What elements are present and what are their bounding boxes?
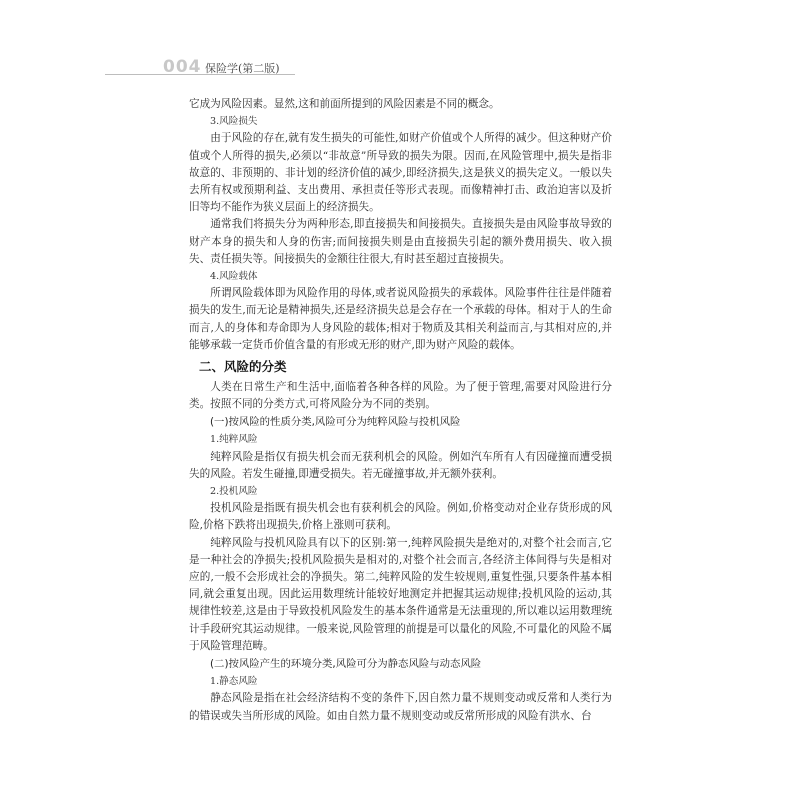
page-header xyxy=(105,57,695,79)
paragraph: 通常我们将损失分为两种形态,即直接损失和间接损失。直接损失是由风险事故导致的财产本身的损失和人身的伤害;而间接损失则是由直接损失引起的额外费用损失、收入损失、责任损失等。间接损失的金额往往很大,有时甚至超过直接损失。 xyxy=(189,218,612,265)
paragraph: 静态风险是指在社会经济结构不变的条件下,因自然力量不规则变动或反常和人类行为的错误或失当所形成的风险。如由自然力量不规则变动或反常所形成的风险有洪水、台 xyxy=(189,692,612,722)
paragraph: 人类在日常生产和生活中,面临着各种各样的风险。为了便于管理,需要对风险进行分类。按照不同的分类方式,可将风险分为不同的类别。 xyxy=(189,381,612,411)
paragraph: 由于风险的存在,就有发生损失的可能性,如财产价值或个人所得的减少。但这种财产价值或个人所得的损失,必须以“非故意”所导致的损失为限。因而,在风险管理中,损失是指非故意的、非预期的、非计划的经济价值的减少,即经济损失,这是狭义的损失定义。一般以失去所有权或预期利益、支出费用、承担责任等形式表现。而像精神打击、政治迫害以及折旧等均不能作为狭义层面上的经济损失。 xyxy=(189,132,612,214)
section-heading: 二、风险的分类 xyxy=(199,359,287,375)
item-heading: 3.风险损失 xyxy=(210,116,258,128)
subsection-heading: (一)按风险的性质分类,风险可分为纯粹风险与投机风险 xyxy=(210,416,461,429)
paragraph: 所谓风险载体即为风险作用的母体,或者说风险损失的承载体。风险事件往往是伴随着损失的发生,而无论是精神损失,还是经济损失总是会存在一个承载的母体。相对于人的生命而言,人的身体和寿命即为人身风险的载体;相对于物质及其相关利益而言,与其相对应的,并能够承载一定货币价值含量的有形或无形的财产,即为财产风险的载体。 xyxy=(189,287,612,351)
paragraph: 它成为风险因素。显然,这和前面所提到的风险因素是不同的概念。 xyxy=(189,98,500,110)
running-title: 保险学(第二版) xyxy=(205,62,280,75)
item-heading: 1.静态风险 xyxy=(210,676,258,688)
paragraph: 纯粹风险是指仅有损失机会而无获利机会的风险。例如汽车所有人有因碰撞而遭受损失的风险。若发生碰撞,即遭受损失。若无碰撞事故,并无额外获利。 xyxy=(189,450,612,480)
page-number: 004 xyxy=(163,57,202,77)
subsection-heading: (二)按风险产生的环境分类,风险可分为静态风险与动态风险 xyxy=(210,658,482,671)
paragraph: 纯粹风险与投机风险具有以下的区别:第一,纯粹风险损失是绝对的,对整个社会而言,它是一种社会的净损失;投机风险损失是相对的,对整个社会而言,各经济主体间得与失是相对应的,一般不会形成社会的净损失。第二,纯粹风险的发生较规则,重复性强,只要条件基本相同,就会重复出现。因此运用数理统计能较好地测定并把握其运动规律;投机风险的运动,其规律性较差,这是由于导致投机风险发生的基本条件通常是无法重现的,所以难以运用数理统计手段研究其运动规律。一般来说,风险管理的前提是可以量化的风险,不可量化的风险不属于风险管理范畴。 xyxy=(189,536,612,652)
paragraph: 投机风险是指既有损失机会也有获利机会的风险。例如,价格变动对企业存货形成的风险,价格下跌将出现损失,价格上涨则可获利。 xyxy=(189,502,612,532)
item-heading: 4.风险载体 xyxy=(210,271,258,283)
item-heading: 1.纯粹风险 xyxy=(210,434,258,446)
page-body xyxy=(189,96,612,725)
item-heading: 2.投机风险 xyxy=(210,486,258,498)
